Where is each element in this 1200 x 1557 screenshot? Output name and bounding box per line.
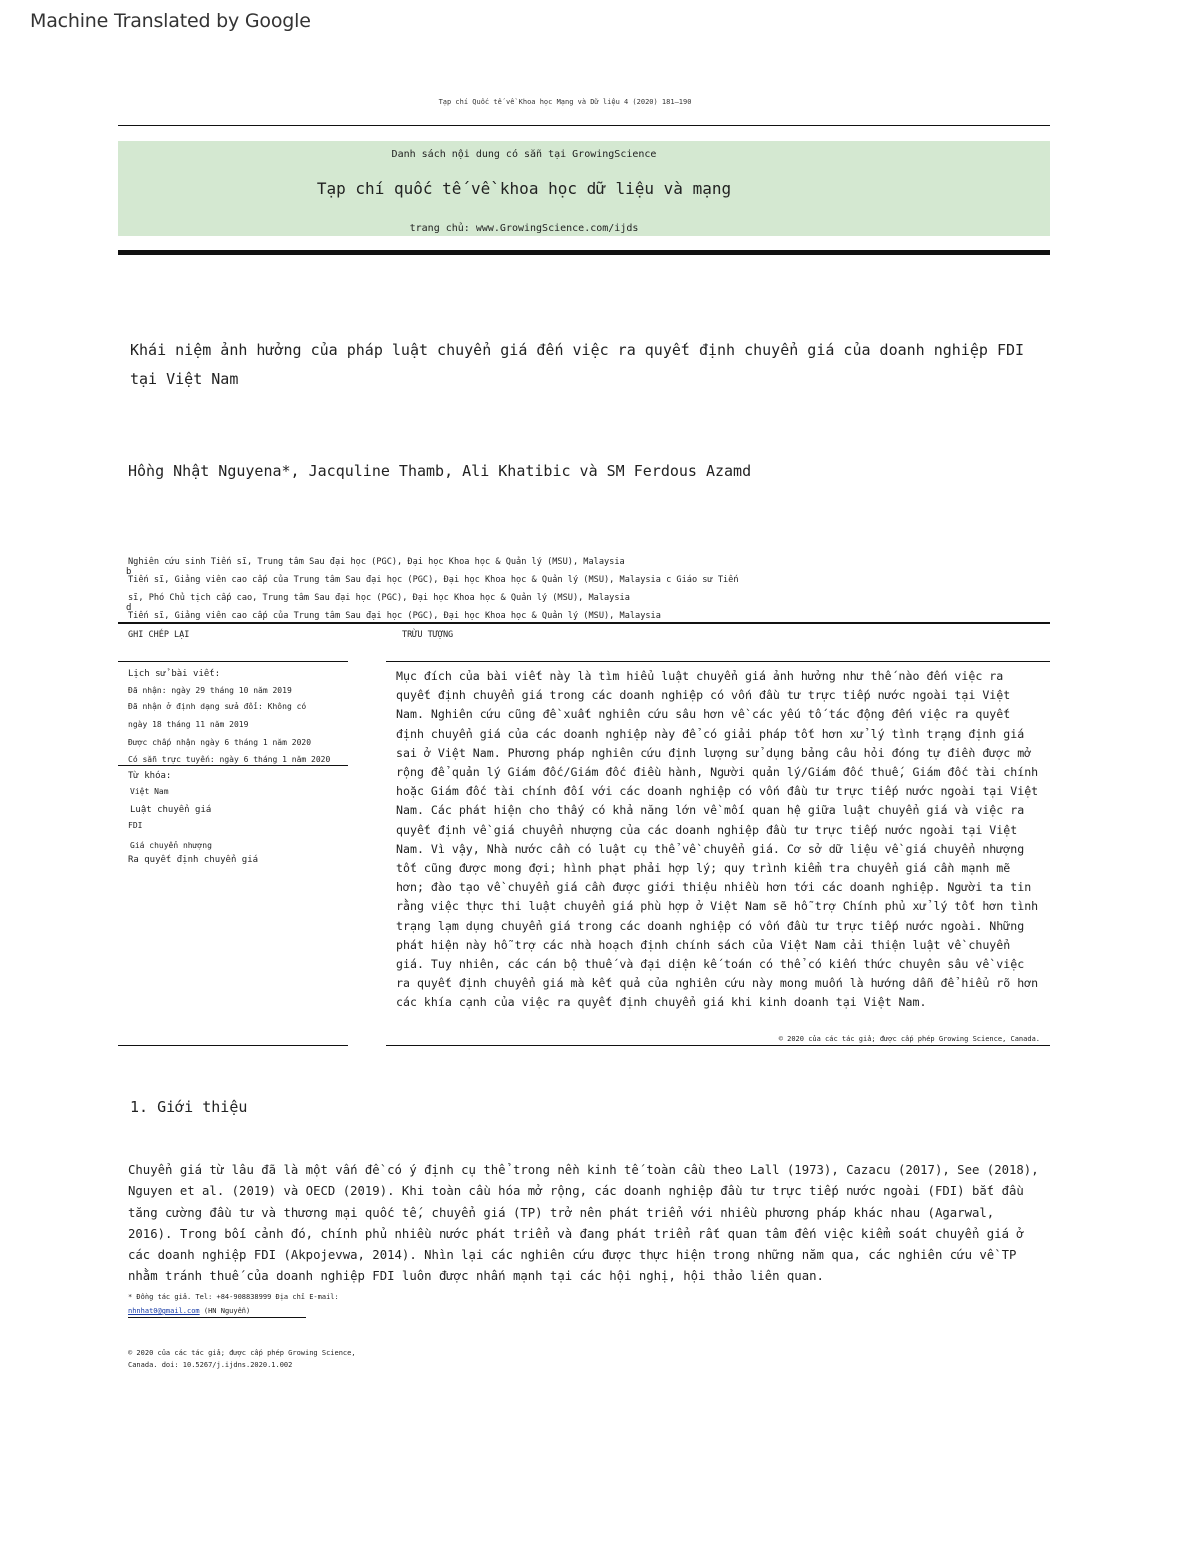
history-label: Lịch sử bài viết: — [128, 669, 221, 679]
footnote-rule — [128, 1317, 306, 1318]
abstract-bottom-rule — [386, 1045, 1050, 1046]
history-rule — [118, 765, 348, 766]
affiliation-text: Nghiên cứu sinh Tiến sĩ, Trung tâm Sau đại học (PGC), Đại học Khoa học & Quản lý (MSU), Malaysia — [128, 557, 625, 567]
affiliation-text: sĩ, Phó Chủ tịch cấp cao, Trung tâm Sau đại học (PGC), Đại học Khoa học & Quản lý (MSU), Malaysia — [128, 593, 630, 603]
keyword-item: Luật chuyển giá — [130, 805, 212, 815]
article-info-label: GHI CHÉP LẠI — [128, 630, 190, 640]
abstract-copyright: © 2020 của các tác giả; được cấp phép Growing Science, Canada. — [778, 1035, 1040, 1043]
article-info-rule — [118, 661, 348, 662]
affiliation-c — [128, 593, 630, 603]
header-top-rule — [118, 125, 1050, 126]
affiliation-sup: b — [126, 567, 132, 577]
abstract-label: TRỪU TƯỢNG — [402, 630, 454, 640]
author-email-link[interactable]: nhnhat0@gmail.com — [128, 1307, 200, 1315]
affiliation-text: Tiến sĩ, Giảng viên cao cấp của Trung tâm Sau đại học (PGC), Đại học Khoa học & Quản lý (MSU), Malaysia — [128, 611, 661, 621]
affiliation-text: Tiến sĩ, Giảng viên cao cấp của Trung tâm Sau đại học (PGC), Đại học Khoa học & Quản lý (MSU), Malaysia c Giáo sư Tiến — [128, 575, 739, 585]
author-list: Hồng Nhật Nguyena*, Jacquline Thamb, Ali Khatibic và SM Ferdous Azamd — [128, 462, 752, 480]
history-revised-date: ngày 18 tháng 11 năm 2019 — [128, 720, 249, 729]
footnote-doi: Canada. doi: 10.5267/j.ijdns.2020.1.002 — [128, 1361, 293, 1369]
journal-title: Tạp chí quốc tế về khoa học dữ liệu và mạng — [316, 179, 732, 198]
footnote-corresponding: * Đồng tác giả. Tel: +84-908838999 Địa chỉ E-mail: — [128, 1293, 339, 1301]
history-revised: Đã nhận ở định dạng sửa đổi: Không có — [128, 702, 307, 711]
intro-heading: 1. Giới thiệu — [130, 1098, 248, 1116]
abstract-text: Mục đích của bài viết này là tìm hiểu luật chuyển giá ảnh hưởng như thế nào đến việc ra quyết định chuyển giá trong các doanh nghiệp có vốn đầu tư trực tiếp nước ngoài tại Việt Nam. Nghiên cứu cũng đề xuất nghiên cứu sâu hơn về các yếu tố tác động đến việc ra quyết định chuyển giá của các doanh nghiệp này để có giải pháp tốt hơn xử lý tình trạng định giá sai ở Việt Nam. Phương pháp nghiên cứu định lượng sử dụng bảng câu hỏi đóng tự điền được mở rộng để quản lý Giám đốc/Giám đốc điều hành, Người quản lý/Giám đốc thuế, Giám đốc tài chính hoặc Giám đốc tài chính đối với các doanh nghiệp có vốn đầu tư trực tiếp nước ngoài tại Việt Nam. Các phát hiện cho thấy có khả năng lớn về mối quan hệ giữa luật chuyển giá và việc ra quyết định về giá chuyển nhượng của các doanh nghiệp đầu tư trực tiếp nước ngoài tại Việt Nam. Vì vậy, Nhà nước cần có luật cụ thể về chuyển giá. Cơ sở dữ liệu về giá chuyển nhượng tốt cũng được mong đợi; hình phạt phải hợp lý; quy trình kiểm tra chuyển giá cần mạnh mẽ hơn; đào tạo về chuyển giá cần được giới thiệu nhiều hơn tới các doanh nghiệp. Người ta tin rằng việc thực thi luật chuyển giá phù hợp ở Việt Nam sẽ hỗ trợ Chính phủ xử lý tốt hơn tình trạng lạm dụng chuyển giá trong các doanh nghiệp có vốn đầu tư trực tiếp nước ngoài. Những phát hiện này hỗ trợ các nhà hoạch định chính sách của Việt Nam cải thiện luật về chuyển giá. Tuy nhiên, các cán bộ thuế và đại diện kế toán có thể có kiến thức chuyên sâu về việc ra quyết định chuyển giá mà kết quả của nghiên cứu này mong muốn là hướng dẫn để hiểu rõ hơn các khía cạnh của việc ra quyết định chuyển giá khi kinh doanh tại Việt Nam. — [396, 669, 1039, 1010]
keyword-item: FDI — [128, 821, 143, 830]
machine-translated-banner: Machine Translated by Google — [30, 10, 311, 32]
affiliation-d — [126, 603, 661, 621]
affiliation-b — [126, 567, 739, 585]
keywords-label: Từ khóa: — [128, 771, 172, 781]
footnote-copyright: © 2020 của các tác giả; được cấp phép Growing Science, — [128, 1349, 356, 1357]
availability-note: Danh sách nội dung có sẵn tại GrowingScience — [391, 149, 657, 160]
header-thick-rule — [118, 250, 1050, 255]
footnote-email-line — [128, 1307, 250, 1315]
intro-paragraph: Chuyển giá từ lâu đã là một vấn đề có ý định cụ thể trong nền kinh tế toàn cầu theo Lall (1973), Cazacu (2017), See (2018), Nguyen et al. (2019) và OECD (2019). Khi toàn cầu hóa mở rộng, các doanh nghiệp đầu tư trực tiếp nước ngoài (FDI) bắt đầu tăng cường đầu tư và thương mại quốc tế, chuyển giá (TP) trở nên phát triển với nhiều phương pháp khác nhau (Agarwal, 2016). Trong bối cảnh đó, chính phủ nhiều nước phát triển và đang phát triển rất quan tâm đến việc kiểm soát chuyển giá ở các doanh nghiệp FDI (Akpojevwa, 2014). Nhìn lại các nghiên cứu được thực hiện trong những năm qua, các nghiên cứu về TP nhằm tránh thuế của doanh nghiệp FDI luôn được nhấn mạnh tại các hội nghị, hội thảo liên quan. — [128, 1163, 1039, 1284]
keyword-item: Ra quyết định chuyển giá — [128, 855, 259, 865]
journal-header-box — [118, 141, 1050, 236]
history-received: Đã nhận: ngày 29 tháng 10 năm 2019 — [128, 686, 292, 695]
affiliation-sup: d — [126, 603, 132, 613]
keyword-item: Việt Nam — [130, 787, 169, 796]
keyword-item: Giá chuyển nhượng — [130, 841, 212, 850]
history-accepted: Được chấp nhận ngày 6 tháng 1 năm 2020 — [128, 738, 312, 747]
journal-citation: Tạp chí Quốc tế về Khoa học Mạng và Dữ liệu 4 (2020) 181–190 — [438, 98, 692, 106]
paper-title: Khái niệm ảnh hưởng của pháp luật chuyển giá đến việc ra quyết định chuyển giá của doanh nghiệp FDI tại Việt Nam — [130, 341, 1025, 388]
abstract-rule — [386, 661, 1050, 662]
journal-homepage: trang chủ: www.GrowingScience.com/ijds — [409, 223, 639, 234]
section-rule — [118, 622, 1050, 624]
email-owner: (HN Nguyễn) — [203, 1307, 251, 1315]
article-info-bottom-rule — [118, 1045, 348, 1046]
affiliation-a — [128, 557, 625, 567]
history-online: Có sẵn trực tuyến: ngày 6 tháng 1 năm 2020 — [128, 755, 331, 764]
